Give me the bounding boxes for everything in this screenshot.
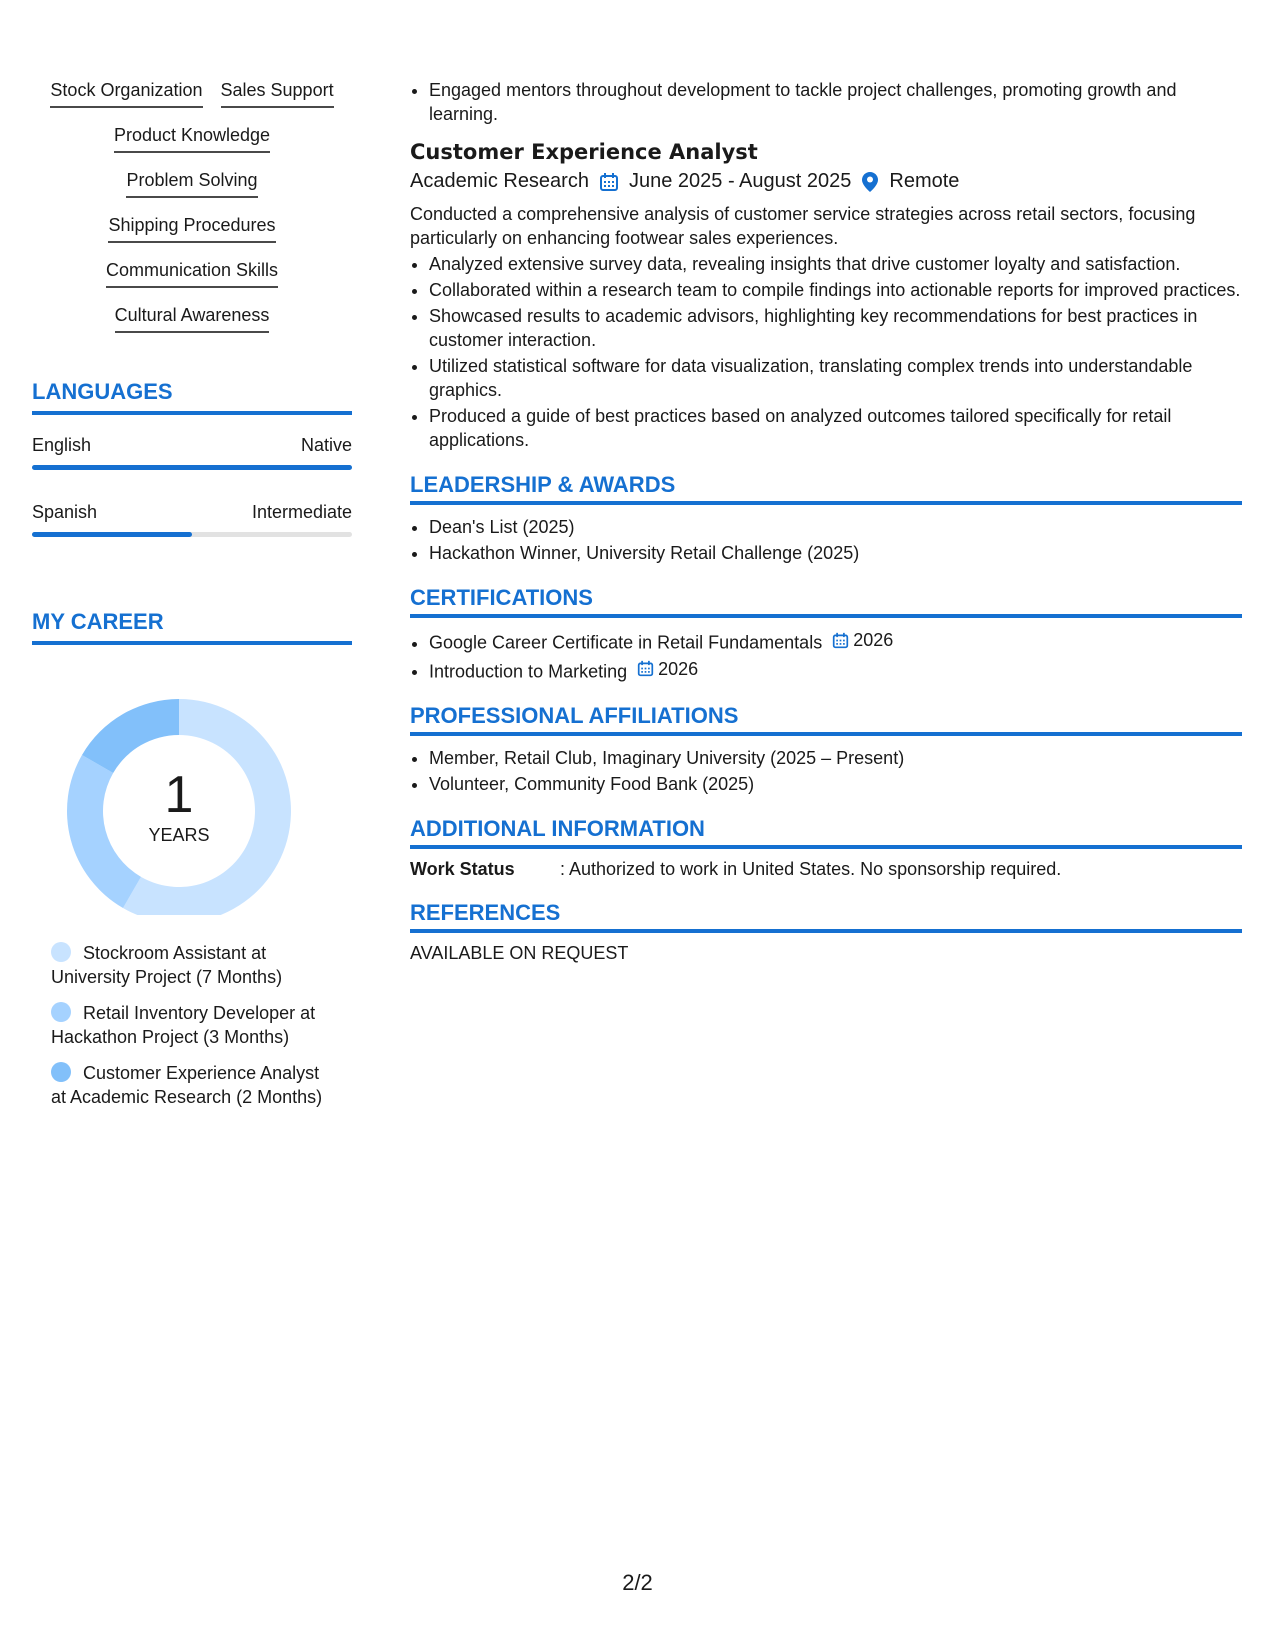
language-item [32,502,352,537]
list-item: • Showcased results to academic advisors, highlighting key recommendations for best practices in customer interaction. [429,304,1242,352]
skill-tag: Cultural Awareness [115,303,270,333]
legend-label: Retail Inventory Developer at Hackathon Project (3 Months) [51,1003,316,1047]
certification-name: Introduction to Marketing [429,661,628,681]
certification-date [832,628,893,652]
career-total-unit: YEARS [148,825,210,845]
references-heading: REFERENCES [410,900,1242,933]
job-dates: June 2025 - August 2025 [628,170,852,192]
career-total-number: 1 [164,766,194,824]
list-item: • Collaborated within a research team to compile findings into actionable reports for improved practices. [429,278,1242,302]
previous-job-bullets [410,78,1242,126]
work-status-value: : Authorized to work in United States. No sponsorship required. [560,859,1062,879]
legend-item [51,1001,332,1049]
list-item [429,657,1242,684]
job-company: Academic Research [410,170,589,192]
references-text: AVAILABLE ON REQUEST [410,943,629,963]
language-name: English [32,435,92,455]
skill-tag: Shipping Procedures [108,213,275,243]
list-item: • Member, Retail Club, Imaginary University (2025 – Present) [429,746,1242,770]
skills-list [32,78,352,333]
job-title: Customer Experience Analyst [410,140,758,164]
languages-heading: LANGUAGES [32,379,352,415]
legend-dot [51,942,71,962]
legend-item [51,1061,332,1109]
skill-row [32,123,352,153]
donut-center [66,767,292,846]
skill-row [32,303,352,333]
skill-tag: Product Knowledge [114,123,270,153]
skill-row [32,168,352,198]
language-bar-fill [32,532,192,537]
list-item: • Produced a guide of best practices based on analyzed outcomes tailored specifically for retail applications. [429,404,1242,452]
skill-tag: Sales Support [221,78,334,108]
certification-year: 2026 [658,658,699,679]
donut-segment [82,699,179,773]
career-heading: MY CAREER [32,609,352,645]
skill-tag: Stock Organization [50,78,202,108]
list-item: • Utilized statistical software for data visualization, translating complex trends into understandable graphics. [429,354,1242,402]
career-donut [32,645,352,915]
leadership-heading: LEADERSHIP & AWARDS [410,472,1242,505]
page-number: 2/2 [622,1570,653,1595]
job-meta [410,170,1242,193]
main-column [410,78,1242,964]
certification-date [637,657,698,681]
affiliations-heading: PROFESSIONAL AFFILIATIONS [410,703,1242,736]
language-name: Spanish [32,502,98,522]
legend-label: Stockroom Assistant at University Project (7 Months) [51,943,283,987]
list-item: • Engaged mentors throughout development to tackle project challenges, promoting growth and learning. [429,78,1242,126]
skill-row [32,258,352,288]
list-item: • Hackathon Winner, University Retail Challenge (2025) [429,541,1242,565]
language-level: Intermediate [251,502,352,522]
job-location: Remote [889,170,960,192]
career-section [32,609,352,1109]
language-level: Native [300,435,352,455]
map-pin-icon [861,171,879,193]
work-status-row [410,859,1242,880]
legend-item [51,941,332,989]
language-bar [32,532,352,537]
calendar-icon [599,172,619,192]
sidebar [32,78,352,1121]
list-item [429,628,1242,655]
list-item: • Analyzed extensive survey data, revealing insights that drive customer loyalty and satisfaction. [429,252,1242,276]
legend-dot [51,1002,71,1022]
legend-label: Customer Experience Analyst at Academic Research (2 Months) [51,1063,323,1107]
skill-row [32,213,352,243]
certifications-heading: CERTIFICATIONS [410,585,1242,618]
skill-tag: Problem Solving [126,168,257,198]
certification-year: 2026 [853,630,894,650]
language-bar-fill [32,465,352,470]
languages-section [32,379,352,537]
job-description: Conducted a comprehensive analysis of customer service strategies across retail sectors, focusing particularly on enhancing footwear sales experiences. [410,204,1196,248]
skill-tag: Communication Skills [106,258,278,288]
career-legend [32,941,352,1109]
language-item [32,435,352,470]
list-item: • Volunteer, Community Food Bank (2025) [429,772,1242,796]
additional-info-heading: ADDITIONAL INFORMATION [410,816,1242,849]
skill-row [32,78,352,108]
calendar-icon [637,660,654,677]
language-bar [32,465,352,470]
work-status-label: Work Status [410,859,515,879]
job-bullets [410,252,1242,452]
legend-dot [51,1062,71,1082]
certifications-section [410,628,1242,683]
affiliations-section [410,746,1242,796]
list-item: • Dean's List (2025) [429,515,1242,539]
leadership-section [410,515,1242,565]
certification-name: Google Career Certificate in Retail Fundamentals [429,632,823,653]
calendar-icon [832,632,849,649]
